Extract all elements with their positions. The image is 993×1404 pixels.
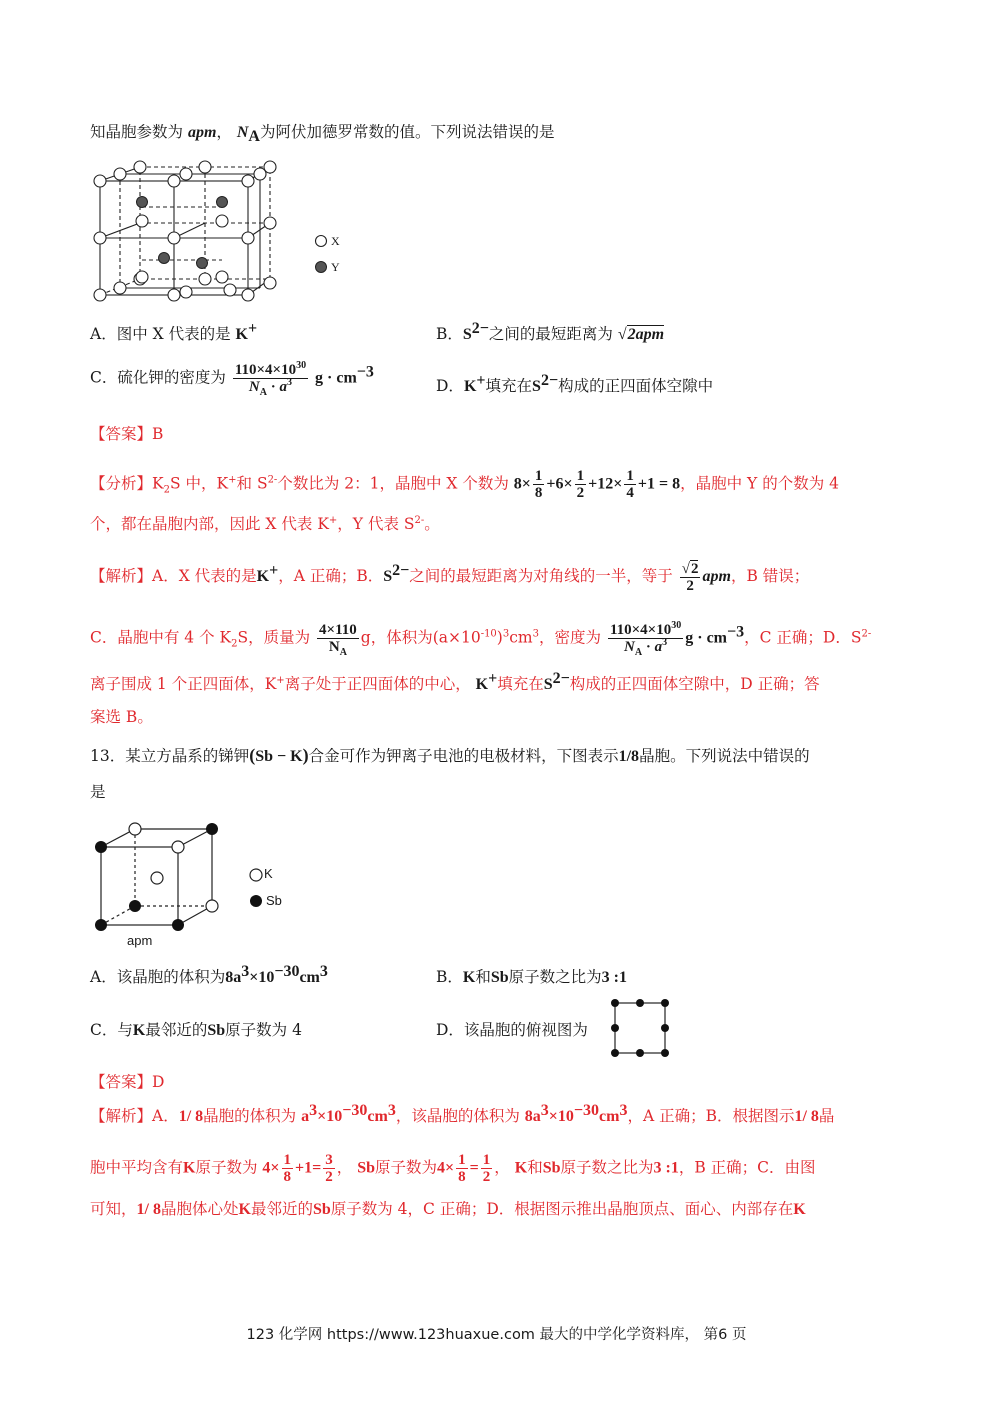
q12-explain-line4: 案选 B。	[90, 708, 153, 726]
q12-answer: 【答案】B	[90, 425, 164, 443]
q12-explain-line2: C．晶胞中有 4 个 $K_2S$，质量为 $\frac{4\times 110}{N_A}$ g，体积为$(a\times 10^{-10})^3cm^3$，密度为 $\frac{110\times 4\times 10^{30}}{N_A \cdot a^3}$ $g \cdot cm^{-3}$，C 正确；D．$S^{2-}$	[90, 620, 872, 658]
q13-option-a: A．该晶胞的体积为$8a^3\times 10^{-30}cm^3$	[90, 962, 328, 986]
q13-legend-sb: Sb	[266, 893, 282, 908]
q13-option-b: B．K和Sb原子数之比为3 :1	[436, 968, 627, 986]
q13-explain-line1: 【解析】A．1/ 8晶胞的体积为 $a^3\times 10^{-30}cm^3$，该晶胞的体积为 $8a^3\times 10^{-30}cm^3$，A 正确；B．根据图示1/ 8晶	[90, 1101, 835, 1125]
page-footer: 123 化学网 https://www.123huaxue.com 最大的中学化学资料库， 第6 页	[246, 1327, 747, 1343]
q13-legend-k: K	[264, 866, 273, 881]
q13-top-view-figure	[608, 996, 672, 1060]
q12-analysis-line1: 【分析】$K_2S$ 中，K+和 $S^{2-}$个数比为 2：1，晶胞中 X 个数为 8× $\frac{1}{8}$ +6× $\frac{1}{2}$ +12× $\frac{1}{4}$ +1 = 8，晶胞中 Y 的个数为 4	[90, 468, 840, 501]
q13-explain-line3: 可知，1/ 8晶胞体心处K最邻近的Sb原子数为 4，C 正确；D．根据图示推出晶胞顶点、面心、内部存在K	[90, 1200, 806, 1218]
q12-option-a: A．图中 X 代表的是 K+	[90, 319, 258, 343]
q13-stem-line2: 是	[90, 783, 106, 801]
q12-crystal-figure	[90, 155, 350, 305]
q13-option-d: D．该晶胞的俯视图为	[436, 1021, 588, 1039]
q12-legend-y: Y	[331, 260, 340, 274]
q12-explain-line3: 离子围成 1 个正四面体，K+离子处于正四面体的中心， K+填充在$S^{2-}$构成的正四面体空隙中，D 正确；答	[90, 669, 820, 693]
q13-answer: 【答案】D	[90, 1073, 165, 1091]
q12-explain-line1: 【解析】A．X 代表的是K+，A 正确；B．$S^{2-}$之间的最短距离为对角线的一半，等于 $\frac{√2}{2}$ apm，B 错误；	[90, 561, 810, 594]
q12-legend-x: X	[331, 234, 340, 248]
q13-explain-line2: 胞中平均含有K原子数为 4× $\frac{1}{8}$ +1= $\frac{3}{2}$ ， Sb原子数为4× $\frac{1}{8}$ = $\frac{1}{2}$ ， K和Sb原子数之比为3 :1，B 正确；C．由图	[90, 1152, 816, 1185]
q12-stem: 知晶胞参数为 apm， $N_A$为阿伏加德罗常数的值。下列说法错误的是	[90, 123, 555, 146]
q13-crystal-figure	[90, 818, 230, 948]
q13-stem-line1: 13．某立方晶系的锑钾(Sb − K)合金可作为钾离子电池的电极材料，下图表示1/8晶胞。下列说法中错误的	[90, 745, 810, 765]
q13-option-c: C．与K最邻近的Sb原子数为 4	[90, 1021, 302, 1039]
q12-option-c: C．硫化钾的密度为 $\frac{110\times 4\times 10^{30}}{N_A \cdot a^3}$ $g \cdot cm^{-3}$	[90, 360, 374, 398]
q12-analysis-line2: 个，都在晶胞内部，因此 X 代表 K+，Y 代表 $S^{2-}$。	[90, 514, 440, 533]
q12-option-d: D．K+填充在$S^{2-}$构成的正四面体空隙中	[436, 371, 714, 395]
q13-axis-label: apm	[127, 933, 153, 948]
q12-option-b: B．$S^{2-}$之间的最短距离为 √2apm	[436, 319, 665, 343]
